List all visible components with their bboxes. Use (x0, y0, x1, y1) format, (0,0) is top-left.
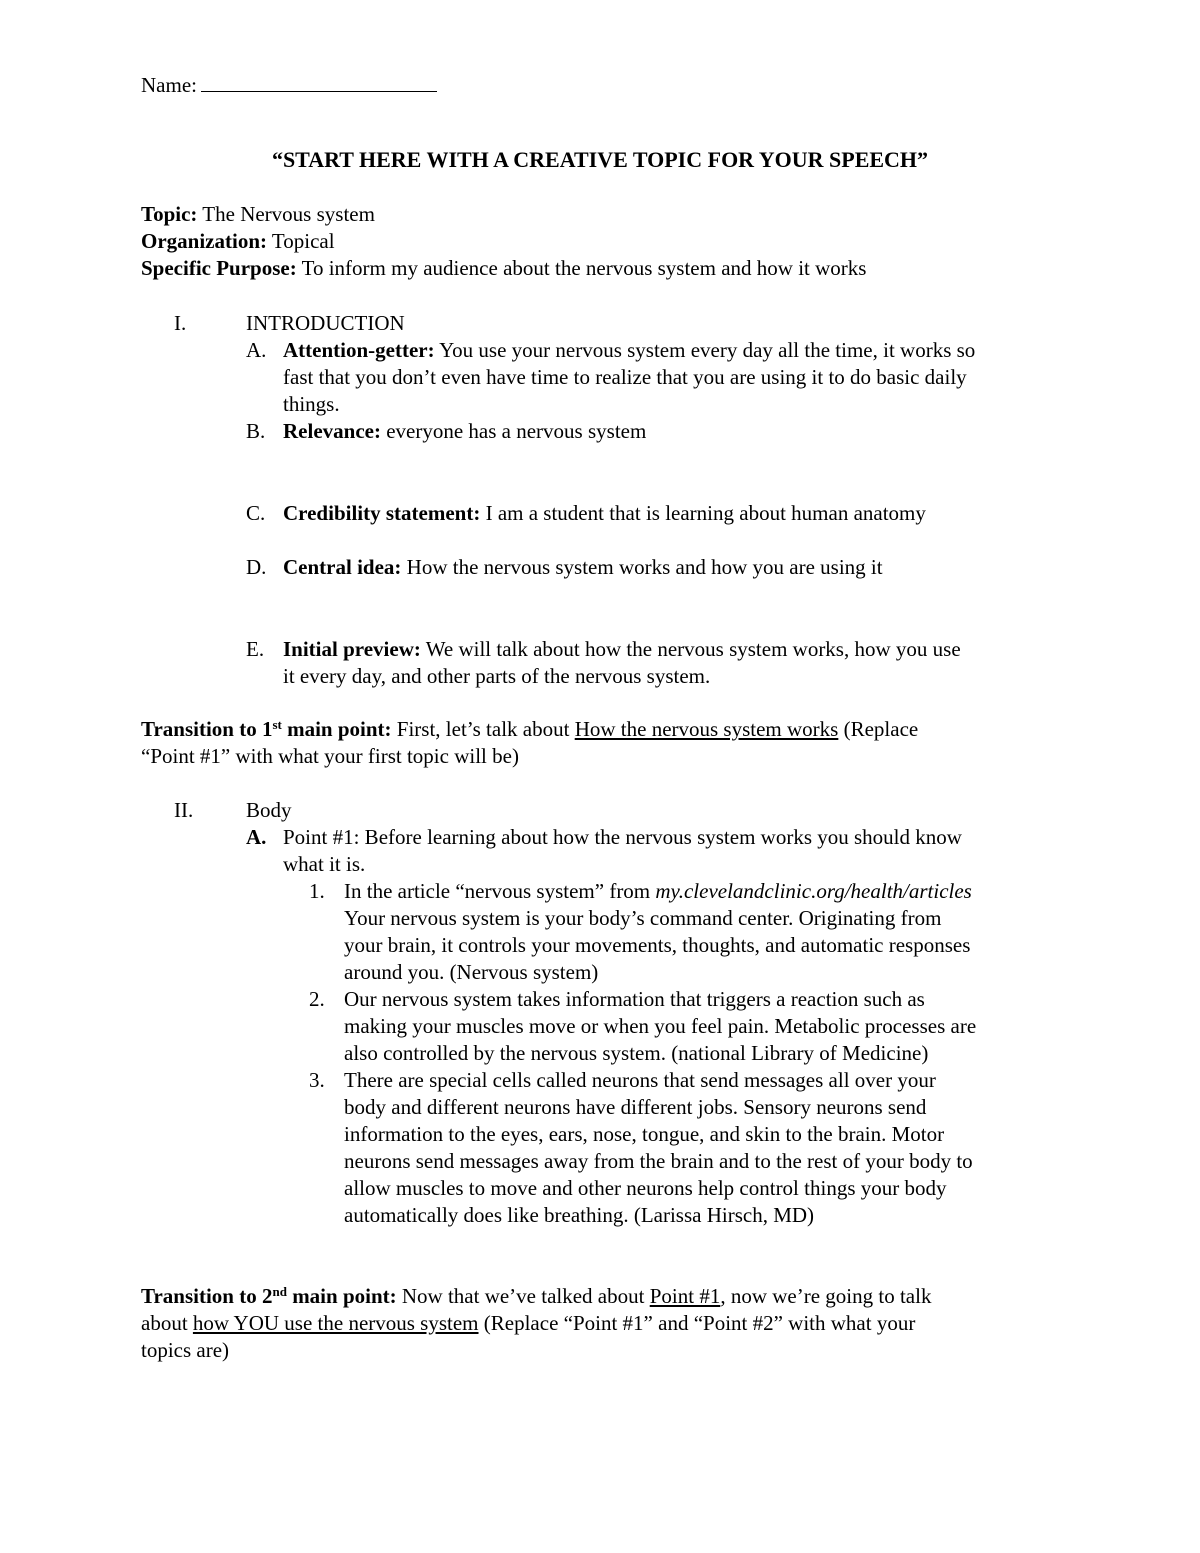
transition-2-line-3: topics are) (141, 1338, 230, 1362)
preview-label: Initial preview: (283, 637, 421, 661)
transition-1-label: Transition to 1st main point: (141, 717, 392, 741)
organization-line (141, 228, 335, 255)
relevance-text: everyone has a nervous system (386, 419, 647, 443)
subpoint-1-line-2: Your nervous system is your body’s command center. Originating from (344, 906, 942, 930)
name-label: Name: (141, 73, 197, 97)
purpose-label: Specific Purpose: (141, 256, 297, 280)
page-title: “START HERE WITH A CREATIVE TOPIC FOR YOUR SPEECH” (271, 147, 929, 172)
subpoint-2-number: 2. (309, 987, 325, 1011)
topic-line (141, 201, 375, 228)
credibility-line (283, 500, 926, 527)
transition-1-text-a: First, let’s talk about (396, 717, 570, 741)
transition-2-text-a: Now that we’ve talked about (401, 1284, 645, 1308)
transition-2-line-2 (141, 1310, 915, 1337)
attention-getter-text-1: You use your nervous system every day all the time, it works so (439, 338, 976, 362)
topic-value: The Nervous system (202, 202, 375, 226)
subpoint-3-line-3: information to the eyes, ears, nose, tongue, and skin to the brain. Motor (344, 1122, 945, 1146)
transition-1-line-1 (141, 716, 918, 743)
subpoint-1-source: my.clevelandclinic.org/health/articles (655, 879, 972, 903)
attention-getter-text-3: things. (283, 392, 340, 416)
intro-letter-a: A. (246, 338, 267, 362)
subpoint-1-line-3: your brain, it controls your movements, thoughts, and automatic responses (344, 933, 971, 957)
intro-letter-b: B. (246, 419, 266, 443)
purpose-line (141, 255, 866, 282)
subpoint-3-line-2: body and different neurons have different jobs. Sensory neurons send (344, 1095, 927, 1119)
subpoint-2-line-3: also controlled by the nervous system. (national Library of Medicine) (344, 1041, 929, 1065)
preview-text-2: it every day, and other parts of the nervous system. (283, 664, 711, 688)
central-idea-line (283, 554, 883, 581)
body-numeral: II. (174, 798, 194, 822)
intro-heading: INTRODUCTION (246, 311, 405, 335)
relevance-line (283, 418, 646, 445)
subpoint-3-line-1: There are special cells called neurons that send messages all over your (344, 1068, 936, 1092)
subpoint-3-line-4: neurons send messages away from the brain and to the rest of your body to (344, 1149, 973, 1173)
subpoint-3-number: 3. (309, 1068, 325, 1092)
organization-value: Topical (271, 229, 335, 253)
intro-letter-d: D. (246, 555, 267, 579)
intro-letter-c: C. (246, 501, 266, 525)
point-1-text-2: what it is. (283, 852, 366, 876)
preview-text-1: We will talk about how the nervous system works, how you use (425, 637, 961, 661)
transition-2-line2-b: (Replace “Point #1” and “Point #2” with what your (483, 1311, 916, 1335)
subpoint-1-line-1 (344, 878, 972, 905)
credibility-text: I am a student that is learning about human anatomy (485, 501, 926, 525)
transition-2-label: Transition to 2nd main point: (141, 1284, 397, 1308)
subpoint-2-line-1: Our nervous system takes information that triggers a reaction such as (344, 987, 925, 1011)
attention-getter-line-1 (283, 337, 975, 364)
attention-getter-label: Attention-getter: (283, 338, 435, 362)
body-heading: Body (246, 798, 292, 822)
subpoint-2-line-2: making your muscles move or when you feel pain. Metabolic processes are (344, 1014, 977, 1038)
central-idea-text: How the nervous system works and how you are using it (406, 555, 883, 579)
transition-2-line2-a: about (141, 1311, 188, 1335)
attention-getter-text-2: fast that you don’t even have time to realize that you are using it to do basic daily (283, 365, 967, 389)
transition-1-line-2: “Point #1” with what your first topic will be) (141, 744, 519, 768)
transition-2-underlined-a: Point #1 (649, 1284, 721, 1308)
transition-2-underlined-b: how YOU use the nervous system (192, 1311, 479, 1335)
subpoint-3-line-6: automatically does like breathing. (Larissa Hirsch, MD) (344, 1203, 815, 1227)
point-1-letter: A. (246, 825, 267, 849)
subpoint-1-first-text: In the article “nervous system” from (344, 879, 651, 903)
purpose-value: To inform my audience about the nervous system and how it works (301, 256, 867, 280)
intro-letter-e: E. (246, 637, 265, 661)
subpoint-1-line-4: around you. (Nervous system) (344, 960, 599, 984)
topic-label: Topic: (141, 202, 198, 226)
preview-line-1 (283, 636, 961, 663)
subpoint-1-number: 1. (309, 879, 325, 903)
name-blank-line (201, 73, 437, 92)
subpoint-3-line-5: allow muscles to move and other neurons help control things your body (344, 1176, 947, 1200)
relevance-label: Relevance: (283, 419, 381, 443)
credibility-label: Credibility statement: (283, 501, 481, 525)
transition-1-text-b: (Replace (843, 717, 919, 741)
name-field (141, 72, 437, 99)
intro-numeral: I. (174, 311, 187, 335)
central-idea-label: Central idea: (283, 555, 402, 579)
transition-1-underlined: How the nervous system works (574, 717, 839, 741)
organization-label: Organization: (141, 229, 267, 253)
point-1-text-1: Point #1: Before learning about how the nervous system works you should know (283, 825, 962, 849)
transition-2-text-b: , now we’re going to talk (720, 1284, 932, 1308)
transition-2-line-1 (141, 1283, 931, 1310)
